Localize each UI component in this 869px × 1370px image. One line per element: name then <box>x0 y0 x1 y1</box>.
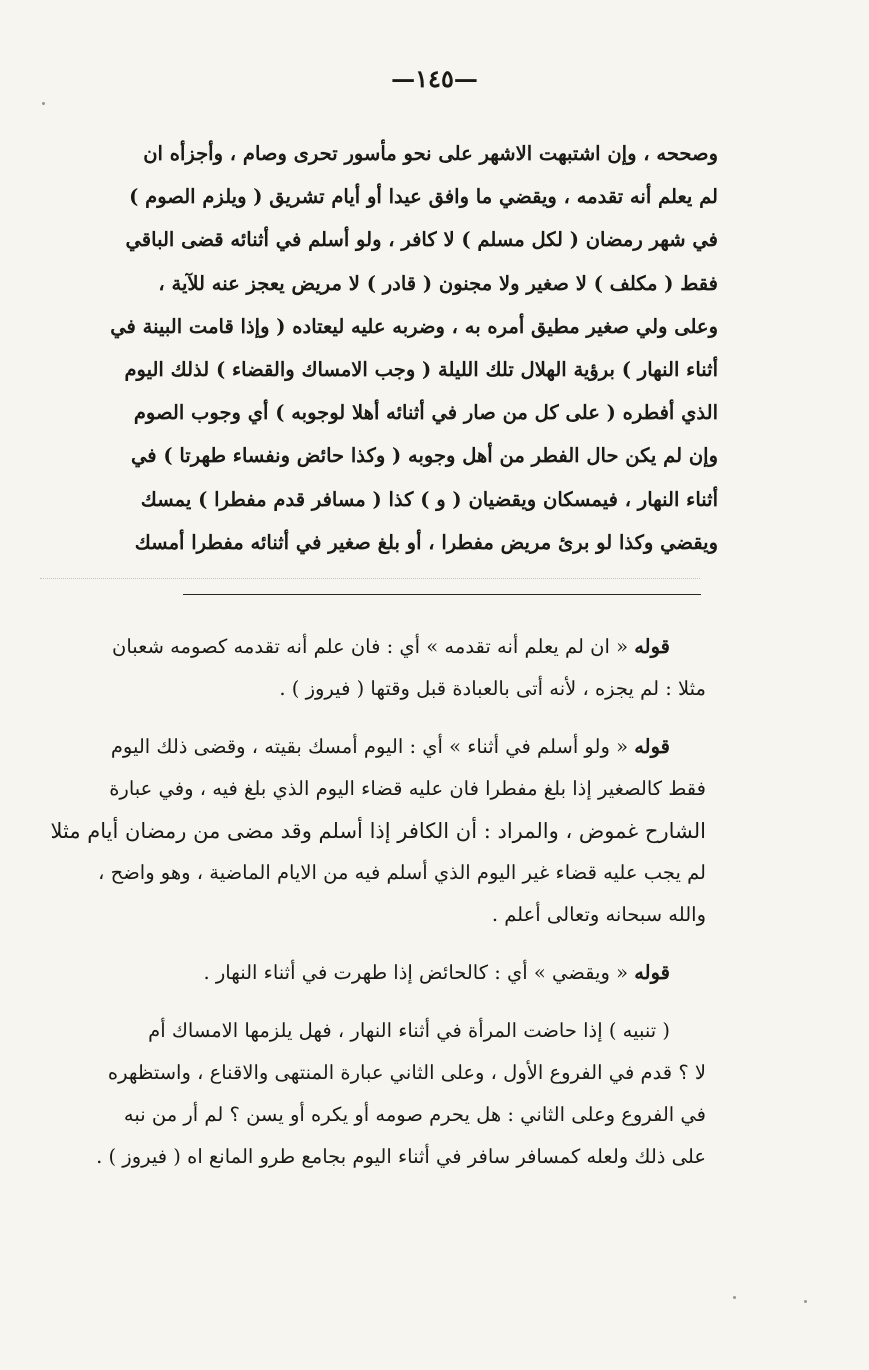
main-text-line: في شهر رمضان ( لكل مسلم ) لا كافر ، ولو أسلم في أثنائه قضى الباقي <box>125 228 718 252</box>
qawluhu-lead: قوله <box>634 961 670 984</box>
commentary-line: لم يجب عليه قضاء غير اليوم الذي أسلم فيه من الايام الماضية ، وهو واضح ، <box>98 861 706 884</box>
commentary-line: فقط كالصغير إذا بلغ مفطرا فان عليه قضاء اليوم الذي بلغ فيه ، وفي عبارة <box>109 777 706 800</box>
commentary-paragraph <box>40 726 706 936</box>
commentary-paragraph <box>40 626 706 710</box>
commentary-line <box>40 726 706 768</box>
commentary-line-text: « ويقضي » أي : كالحائض إذا طهرت في أثناء النهار . <box>203 961 628 984</box>
main-text-line: وعلى ولي صغير مطيق أمره به ، وضربه عليه ليعتاده ( وإذا قامت البينة في <box>110 314 718 338</box>
commentary-section <box>40 626 706 1194</box>
commentary-line: ( تنبيه ) إذا حاضت المرأة في أثناء النهار ، فهل يلزمها الامساك أم <box>148 1019 670 1042</box>
commentary-line: على ذلك ولعله كمسافر سافر في أثناء اليوم بجامع طرو المانع اه ( فيروز ) . <box>96 1145 706 1168</box>
paper-speck <box>733 1296 736 1299</box>
main-text <box>42 132 718 564</box>
commentary-line: في الفروع وعلى الثاني : هل يحرم صومه أو يكره أو يسن ؟ لم أر من نبه <box>123 1103 706 1126</box>
commentary-line: والله سبحانه وتعالى أعلم . <box>491 903 706 926</box>
main-text-line: وإن لم يكن حال الفطر من أهل وجوبه ( وكذا حائض ونفساء طهرتا ) في <box>130 444 718 468</box>
paper-speck <box>804 1300 807 1303</box>
commentary-line <box>40 626 706 668</box>
qawluhu-lead: قوله <box>634 735 670 758</box>
main-text-line: فقط ( مكلف ) لا صغير ولا مجنون ( قادر ) لا مريض يعجز عنه للآية ، <box>158 271 718 295</box>
page-number: —١٤٥— <box>391 64 478 93</box>
footnote-divider <box>183 594 701 595</box>
qawluhu-lead: قوله <box>634 635 670 658</box>
commentary-line: مثلا : لم يجزه ، لأنه أتى بالعبادة قبل وقتها ( فيروز ) . <box>279 677 706 700</box>
main-text-line: لم يعلم أنه تقدمه ، ويقضي ما وافق عيدا أو أيام تشريق ( ويلزم الصوم ) <box>129 185 718 209</box>
commentary-paragraph <box>40 952 706 994</box>
paper-speck <box>42 102 45 105</box>
commentary-line: الشارح غموض ، والمراد : أن الكافر إذا أسلم وقد مضى من رمضان أيام مثلا <box>50 819 706 843</box>
main-text-line: الذي أفطره ( على كل من صار في أثنائه أهلا لوجوبه ) أي وجوب الصوم <box>133 401 718 425</box>
commentary-line <box>40 952 706 994</box>
main-text-line: وصححه ، وإن اشتبهت الاشهر على نحو مأسور تحرى وصام ، وأجزأه ان <box>143 142 718 165</box>
commentary-line: لا ؟ قدم في الفروع الأول ، وعلى الثاني عبارة المنتهى والاقناع ، واستظهره <box>107 1061 706 1084</box>
main-text-line: أثناء النهار ، فيمسكان ويقضيان ( و ) كذا ( مسافر قدم مفطرا ) يمسك <box>140 487 718 511</box>
commentary-line-text: « ولو أسلم في أثناء » أي : اليوم أمسك بقيته ، وقضى ذلك اليوم <box>110 735 628 758</box>
main-text-line: ويقضي وكذا لو برئ مريض مفطرا ، أو بلغ صغير في أثنائه مفطرا أمسك <box>134 530 718 554</box>
main-text-line: أثناء النهار ) برؤية الهلال تلك الليلة ( وجب الامساك والقضاء ) لذلك اليوم <box>124 358 718 382</box>
faint-divider <box>40 578 700 579</box>
commentary-paragraph <box>40 1010 706 1178</box>
commentary-line-text: « ان لم يعلم أنه تقدمه » أي : فان علم أنه تقدمه كصومه شعبان <box>112 635 628 658</box>
